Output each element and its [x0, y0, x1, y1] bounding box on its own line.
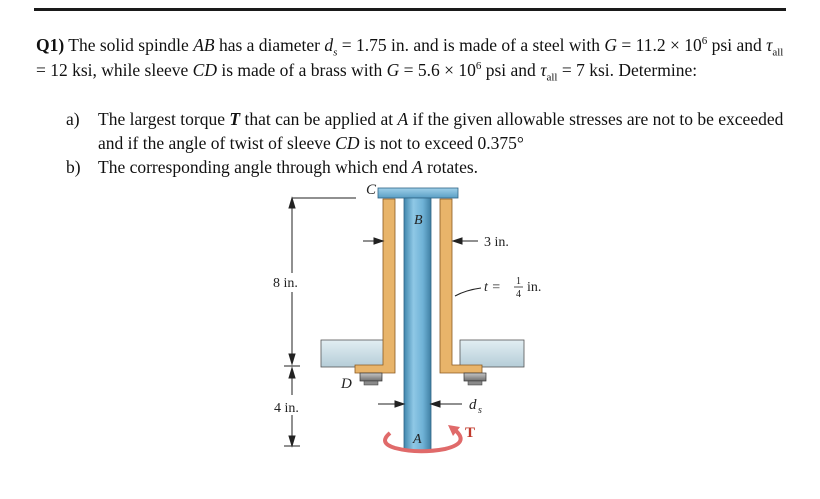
- tau-symbol: τ: [540, 60, 547, 80]
- part-a-marker: a): [66, 109, 80, 129]
- text: has a diameter: [218, 35, 321, 55]
- text: = 5.6 ×: [403, 60, 454, 80]
- label-t: T: [465, 425, 476, 441]
- tau-symbol: τ: [766, 35, 773, 55]
- tau-subscript: all: [772, 46, 784, 59]
- text: if the given allowable stresses are not to be exceeded and if the angle of twist of sleeve: [98, 109, 784, 153]
- thickness-unit: in.: [527, 280, 542, 295]
- sleeve-label: CD: [192, 60, 217, 80]
- text: The corresponding angle through which end: [98, 157, 408, 177]
- text: psi and: [711, 35, 762, 55]
- text: = 12 ksi, while sleeve: [36, 60, 189, 80]
- sleeve-label: CD: [335, 133, 360, 153]
- text: is made of a brass with: [221, 60, 383, 80]
- spindle-ab: [404, 198, 431, 450]
- exponent: 6: [475, 60, 482, 73]
- thickness-num: 1: [516, 276, 521, 287]
- point-label: A: [397, 109, 409, 129]
- thickness-den: 4: [516, 289, 521, 300]
- text: is not to exceed 0.375°: [363, 133, 524, 153]
- bolt-right: [464, 373, 486, 385]
- label-b: B: [414, 213, 423, 228]
- left-support: [321, 340, 385, 367]
- text: The solid spindle: [68, 35, 189, 55]
- thickness-prefix: t =: [484, 280, 501, 295]
- dim-8in-label: 8 in.: [273, 276, 298, 291]
- tau-subscript: all: [546, 71, 558, 84]
- dim-3in-label: 3 in.: [484, 235, 509, 250]
- text: psi and: [485, 60, 536, 80]
- dim-4in-label: 4 in.: [274, 401, 299, 416]
- top-cap: [378, 188, 458, 198]
- point-label: A: [411, 157, 423, 177]
- exponent: 6: [701, 35, 708, 48]
- label-d: D: [341, 376, 352, 392]
- text: rotates.: [427, 157, 479, 177]
- label-c: C: [366, 182, 377, 198]
- label-a: A: [413, 432, 422, 447]
- ds-subscript: s: [478, 405, 482, 416]
- text: = 1.75 in. and is made of a steel with: [341, 35, 601, 55]
- text: The largest torque: [98, 109, 225, 129]
- thickness-leader: [455, 288, 481, 296]
- text: that can be applied at: [244, 109, 394, 129]
- shear-modulus-symbol: G: [604, 35, 618, 55]
- text: = 7 ksi. Determine:: [561, 60, 698, 80]
- text: 10: [458, 60, 476, 80]
- question-number: Q1): [36, 35, 65, 55]
- spindle-label: AB: [193, 35, 215, 55]
- diameter-subscript: s: [333, 46, 338, 59]
- ds-label: d: [469, 397, 477, 413]
- text: 10: [684, 35, 702, 55]
- text: = 11.2 ×: [621, 35, 680, 55]
- shear-modulus-symbol: G: [386, 60, 400, 80]
- bolt-left: [360, 373, 382, 385]
- right-support: [460, 340, 524, 367]
- part-b-marker: b): [66, 157, 81, 177]
- torque-symbol: T: [229, 109, 241, 129]
- diameter-symbol: d: [324, 35, 334, 55]
